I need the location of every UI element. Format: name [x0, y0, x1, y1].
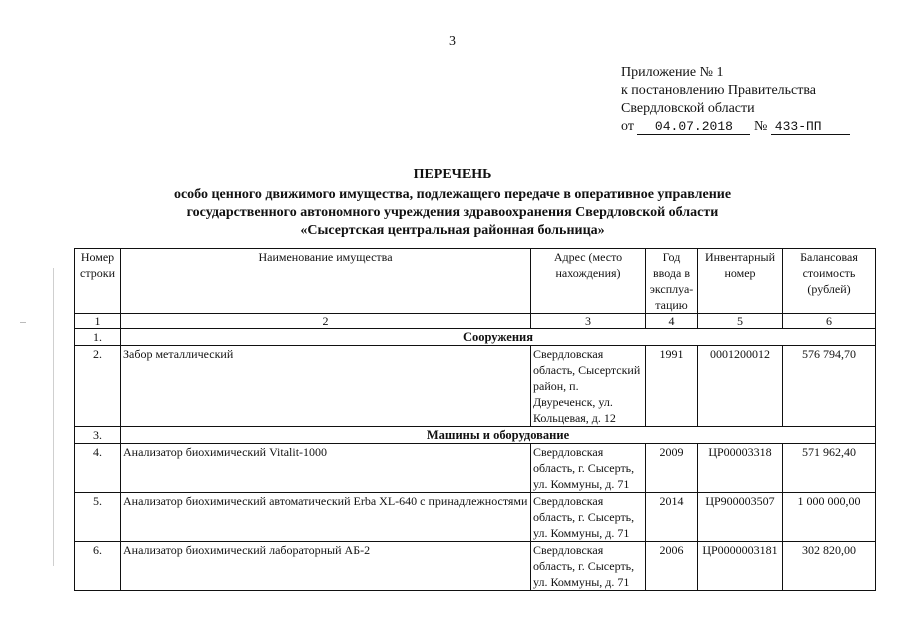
inventory-number: ЦР900003507 — [698, 493, 783, 542]
appendix-date-line — [621, 118, 850, 136]
header-inventory-number: Инвентарный номер — [698, 249, 783, 314]
decree-date: 04.07.2018 — [637, 119, 750, 135]
header-year: Год ввода в эксплуа-тацию — [646, 249, 698, 314]
balance-cost: 571 962,40 — [783, 444, 876, 493]
column-number: 3 — [531, 314, 646, 329]
header-balance-cost: Балансовая стоимость (рублей) — [783, 249, 876, 314]
column-number: 6 — [783, 314, 876, 329]
column-number: 5 — [698, 314, 783, 329]
inventory-number: ЦР00003318 — [698, 444, 783, 493]
section-title: Сооружения — [121, 329, 876, 346]
balance-cost: 576 794,70 — [783, 346, 876, 427]
document-title — [0, 166, 905, 240]
section-row — [75, 329, 876, 346]
row-number: 1. — [75, 329, 121, 346]
table-row — [75, 444, 876, 493]
scan-margin-tick — [20, 322, 26, 323]
inventory-number: 0001200012 — [698, 346, 783, 427]
appendix-line-3: Свердловской области — [621, 101, 755, 116]
header-property-name: Наименование имущества — [121, 249, 531, 314]
row-number: 2. — [75, 346, 121, 427]
commission-year: 2014 — [646, 493, 698, 542]
balance-cost: 302 820,00 — [783, 542, 876, 591]
scan-margin-line — [53, 268, 54, 566]
header-address: Адрес (место нахождения) — [531, 249, 646, 314]
inventory-number: ЦР0000003181 — [698, 542, 783, 591]
row-number: 4. — [75, 444, 121, 493]
commission-year: 2006 — [646, 542, 698, 591]
column-number: 2 — [121, 314, 531, 329]
appendix-line-2: к постановлению Правительства — [621, 83, 817, 98]
decree-number: 433-ПП — [771, 119, 850, 135]
commission-year: 2009 — [646, 444, 698, 493]
property-name: Анализатор биохимический лабораторный АБ-2 — [121, 542, 531, 591]
title-heading: ПЕРЕЧЕНЬ — [413, 167, 492, 182]
property-name: Забор металлический — [121, 346, 531, 427]
section-row — [75, 427, 876, 444]
row-number: 3. — [75, 427, 121, 444]
column-number: 1 — [75, 314, 121, 329]
number-prefix: № — [753, 119, 768, 134]
appendix-line-1: Приложение № 1 — [621, 65, 724, 80]
table-header-row — [75, 249, 876, 314]
balance-cost: 1 000 000,00 — [783, 493, 876, 542]
column-number: 4 — [646, 314, 698, 329]
row-number: 6. — [75, 542, 121, 591]
row-number: 5. — [75, 493, 121, 542]
date-prefix: от — [621, 119, 634, 134]
title-line-3: «Сысертская центральная районная больница» — [300, 223, 605, 238]
title-line-2: государственного автономного учреждения здравоохранения Свердловской области — [186, 205, 719, 220]
commission-year: 1991 — [646, 346, 698, 427]
property-address: Свердловская область, г. Сысерть, ул. Коммуны, д. 71 — [531, 542, 646, 591]
table-row — [75, 493, 876, 542]
table-row — [75, 542, 876, 591]
property-table — [74, 248, 876, 591]
title-line-1: особо ценного движимого имущества, подлежащего передаче в оперативное управление — [173, 187, 732, 202]
property-address: Свердловская область, г. Сысерть, ул. Коммуны, д. 71 — [531, 444, 646, 493]
header-row-number: Номер строки — [75, 249, 121, 314]
property-address: Свердловская область, г. Сысерть, ул. Коммуны, д. 71 — [531, 493, 646, 542]
table-row — [75, 346, 876, 427]
appendix-block — [621, 64, 850, 136]
column-number-row — [75, 314, 876, 329]
property-address: Свердловская область, Сысертский район, п. Двуреченск, ул. Кольцевая, д. 12 — [531, 346, 646, 427]
property-name: Анализатор биохимический Vitalit-1000 — [121, 444, 531, 493]
section-title: Машины и оборудование — [121, 427, 876, 444]
page-number: 3 — [449, 34, 456, 49]
property-name: Анализатор биохимический автоматический Erba XL-640 с принадлежностями — [121, 493, 531, 542]
